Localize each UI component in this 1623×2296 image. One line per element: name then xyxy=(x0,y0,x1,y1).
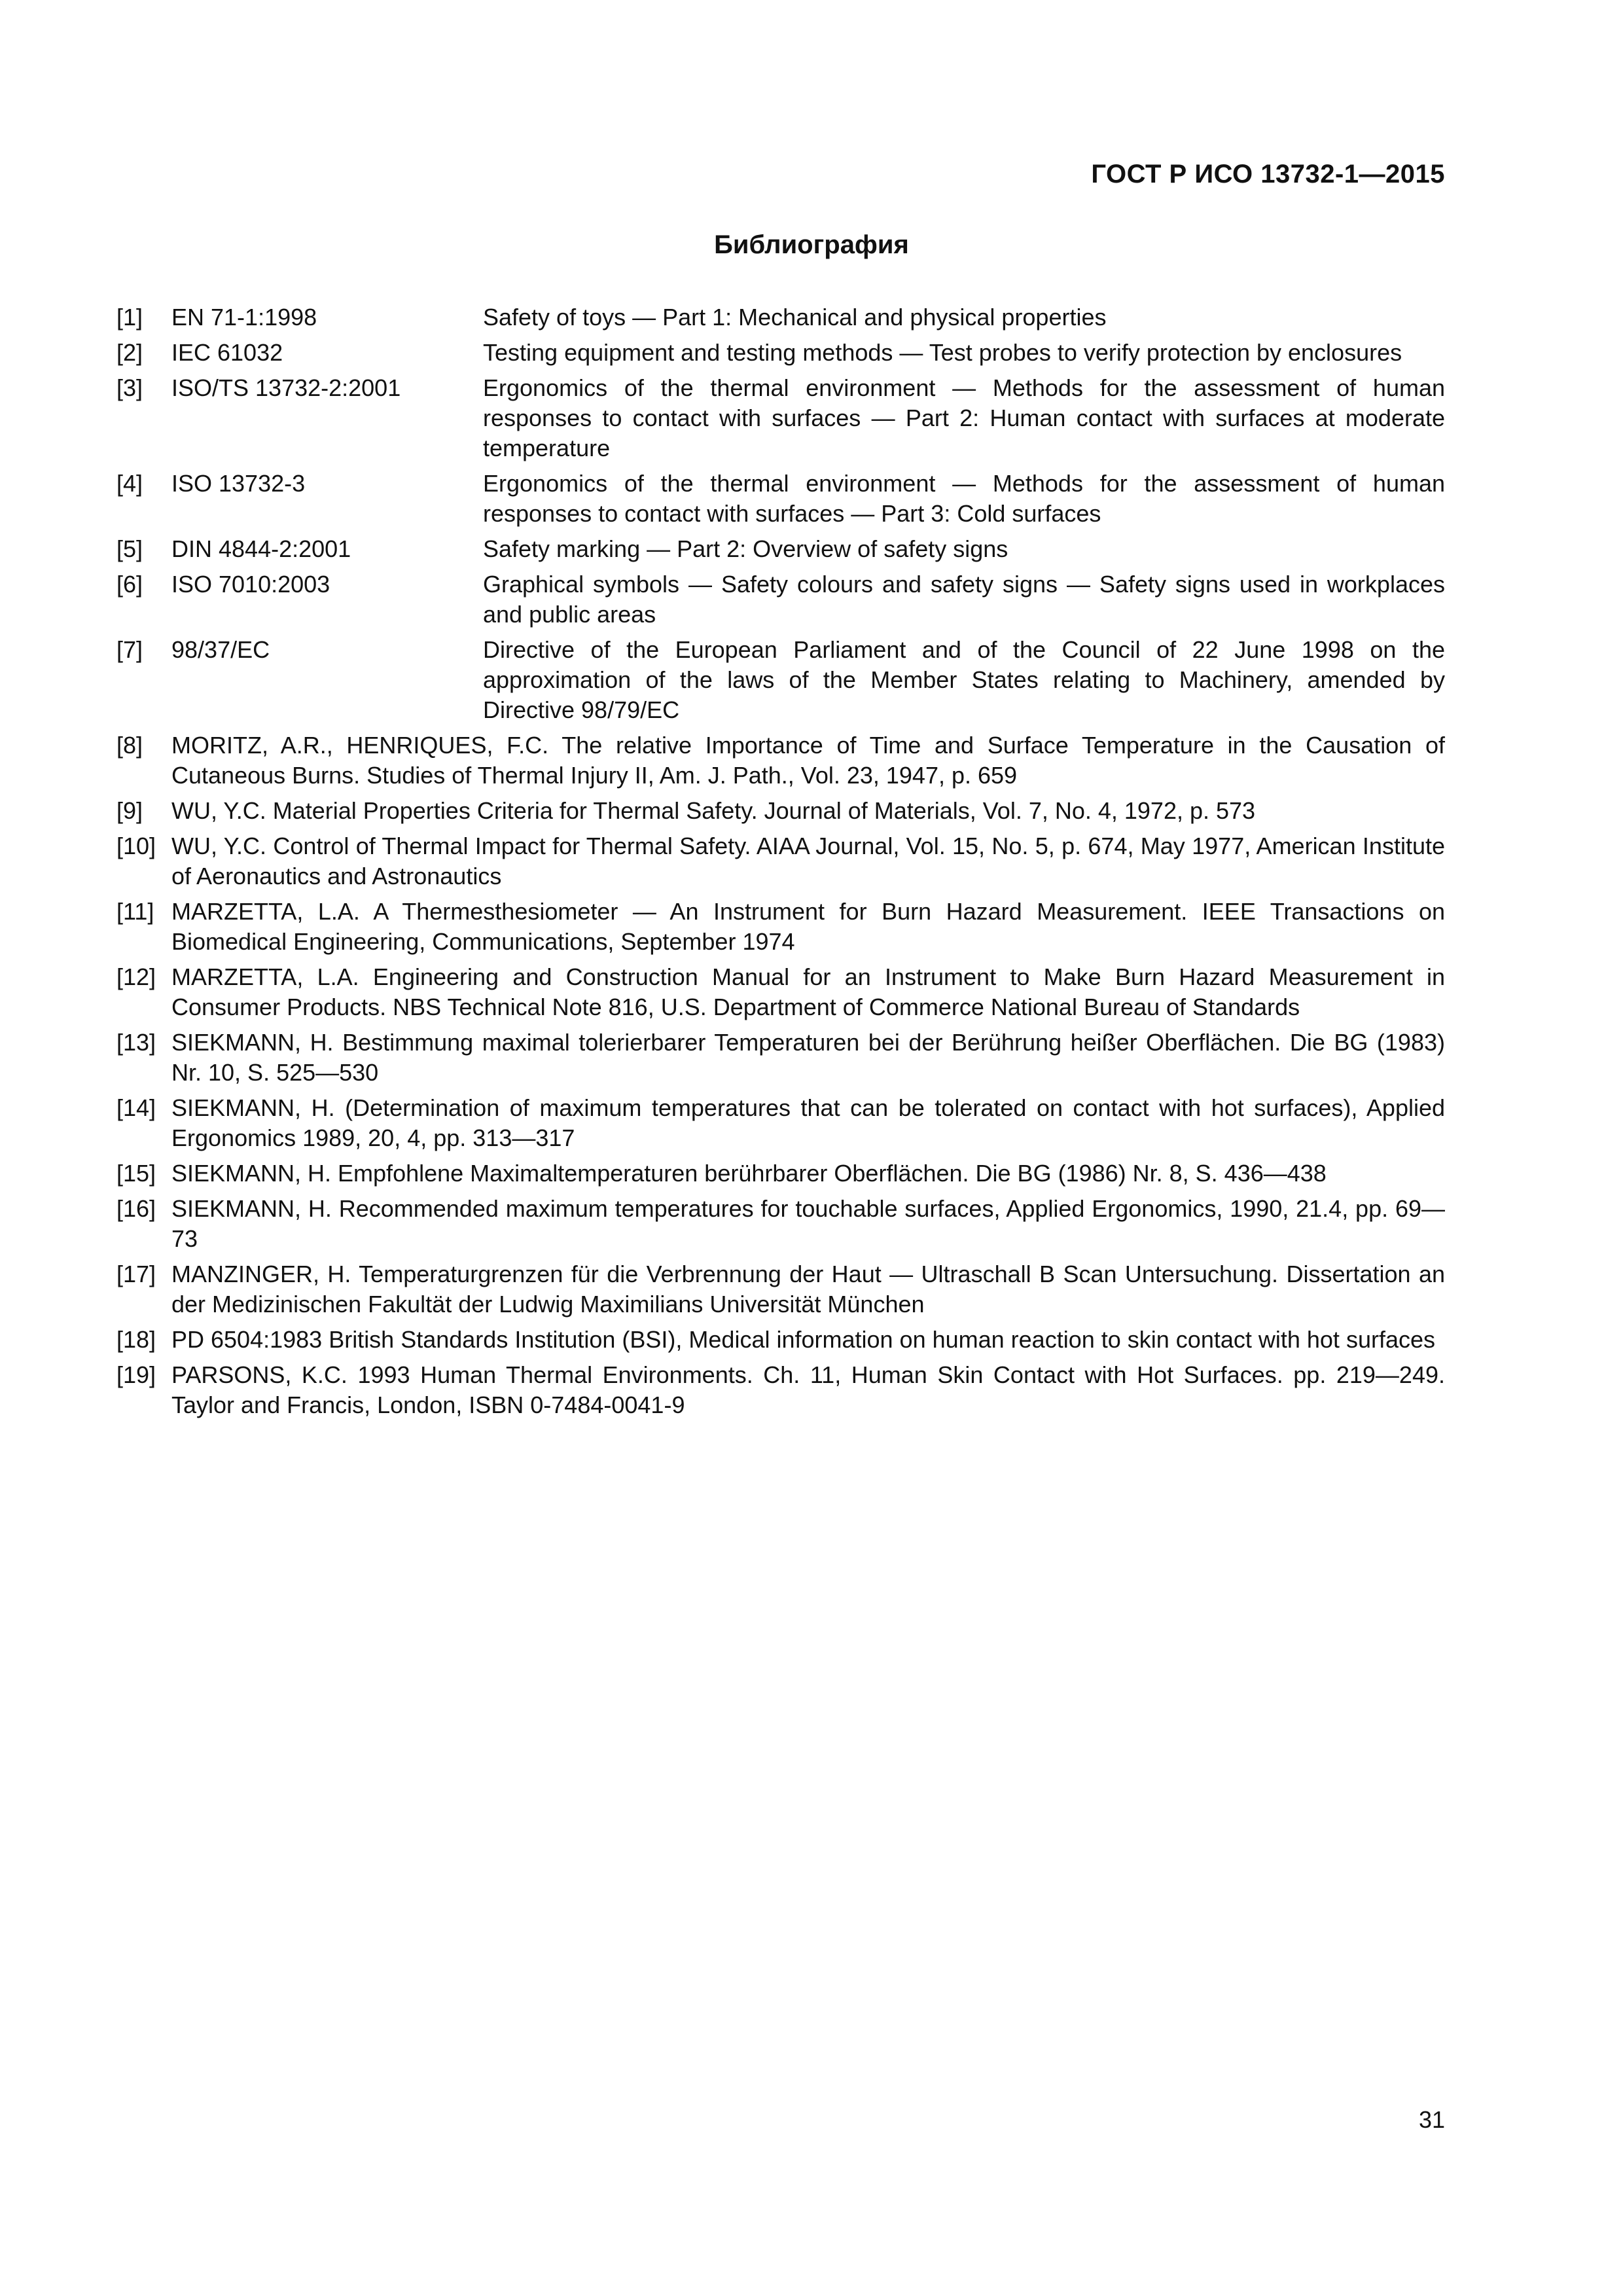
page-number: 31 xyxy=(1418,2106,1445,2133)
entry-number: [4] xyxy=(116,470,143,497)
entry-number: [14] xyxy=(116,1094,156,1121)
bibliography-entry xyxy=(116,1360,1445,1420)
reference-text: PARSONS, K.C. 1993 Human Thermal Environments. Ch. 11, Human Skin Contact with Hot Surfaces. pp. 219—249. Taylor and Francis, London, ISBN 0-7484-0041-9 xyxy=(171,1361,1445,1418)
standard-code: 98/37/EC xyxy=(171,636,270,663)
entry-number: [16] xyxy=(116,1195,156,1222)
bibliography-entry xyxy=(116,796,1445,826)
standard-title: Ergonomics of the thermal environment — Methods for the assessment of human responses to contact with surfaces — Part 2: Human contact with surfaces at moderate temperature xyxy=(483,374,1445,461)
bibliography-entry xyxy=(116,831,1445,891)
entry-number: [15] xyxy=(116,1160,156,1187)
bibliography-entry xyxy=(116,373,1445,463)
bibliography-entry xyxy=(116,897,1445,957)
bibliography-entry xyxy=(116,1028,1445,1088)
bibliography-entry xyxy=(116,1325,1445,1355)
bibliography-entry xyxy=(116,1259,1445,1319)
bibliography-entry xyxy=(116,569,1445,630)
entry-number: [1] xyxy=(116,304,143,331)
bibliography-entry xyxy=(116,1194,1445,1254)
standard-title: Ergonomics of the thermal environment — Methods for the assessment of human responses to contact with surfaces — Part 3: Cold surfaces xyxy=(483,470,1445,527)
entry-number: [17] xyxy=(116,1261,156,1287)
standard-code: ISO 13732-3 xyxy=(171,470,306,497)
reference-text: MORITZ, A.R., HENRIQUES, F.C. The relative Importance of Time and Surface Temperature in the Causation of Cutaneous Burns. Studies of Thermal Injury II, Am. J. Path., Vol. 23, 1947, p. 659 xyxy=(171,732,1445,789)
standard-title: Directive of the European Parliament and of the Council of 22 June 1998 on the approximation of the laws of the Member States relating to Machinery, amended by Directive 98/79/EC xyxy=(483,636,1445,723)
bibliography-entry xyxy=(116,534,1445,564)
reference-text: WU, Y.C. Material Properties Criteria for Thermal Safety. Journal of Materials, Vol. 7, No. 4, 1972, p. 573 xyxy=(171,797,1256,824)
entry-number: [12] xyxy=(116,963,156,990)
reference-text: MARZETTA, L.A. A Thermesthesiometer — An Instrument for Burn Hazard Measurement. IEEE Transactions on Biomedical Engineering, Communications, September 1974 xyxy=(171,898,1445,955)
document-designation: ГОСТ Р ИСО 13732-1—2015 xyxy=(1091,160,1445,188)
reference-text: PD 6504:1983 British Standards Institution (BSI), Medical information on human reaction to skin contact with hot surfaces xyxy=(171,1326,1435,1353)
entry-number: [19] xyxy=(116,1361,156,1388)
entry-number: [11] xyxy=(116,898,154,925)
entry-number: [9] xyxy=(116,797,143,824)
standard-code: ISO/TS 13732-2:2001 xyxy=(171,374,401,401)
bibliography-list xyxy=(116,302,1445,1426)
section-title: Библиография xyxy=(714,230,909,259)
bibliography-entry xyxy=(116,730,1445,791)
bibliography-entry xyxy=(116,635,1445,725)
bibliography-entry xyxy=(116,962,1445,1022)
standard-title: Testing equipment and testing methods — Test probes to verify protection by enclosures xyxy=(483,339,1402,366)
entry-number: [6] xyxy=(116,571,143,598)
reference-text: MANZINGER, H. Temperaturgrenzen für die Verbrennung der Haut — Ultraschall B Scan Untersuchung. Dissertation an der Medizinischen Fakultät der Ludwig Maximilians Universität München xyxy=(171,1261,1445,1318)
bibliography-entry xyxy=(116,1093,1445,1153)
entry-number: [2] xyxy=(116,339,143,366)
standard-title: Safety of toys — Part 1: Mechanical and physical properties xyxy=(483,304,1107,331)
entry-number: [13] xyxy=(116,1029,156,1056)
standard-code: EN 71-1:1998 xyxy=(171,304,317,331)
standard-code: DIN 4844-2:2001 xyxy=(171,535,351,562)
entry-number: [18] xyxy=(116,1326,156,1353)
bibliography-entry xyxy=(116,469,1445,529)
standard-title: Safety marking — Part 2: Overview of safety signs xyxy=(483,535,1008,562)
reference-text: MARZETTA, L.A. Engineering and Construction Manual for an Instrument to Make Burn Hazard Measurement in Consumer Products. NBS Technical Note 816, U.S. Department of Commerce National Bureau of Standards xyxy=(171,963,1445,1020)
reference-text: SIEKMANN, H. Bestimmung maximal tolerierbarer Temperaturen bei der Berührung heißer Oberflächen. Die BG (1983) Nr. 10, S. 525—530 xyxy=(171,1029,1445,1086)
entry-number: [10] xyxy=(116,833,156,859)
reference-text: SIEKMANN, H. Empfohlene Maximaltemperaturen berührbarer Oberflächen. Die BG (1986) Nr. 8, S. 436—438 xyxy=(171,1160,1327,1187)
entry-number: [3] xyxy=(116,374,143,401)
standard-title: Graphical symbols — Safety colours and safety signs — Safety signs used in workplaces and public areas xyxy=(483,571,1445,628)
reference-text: SIEKMANN, H. (Determination of maximum temperatures that can be tolerated on contact with hot surfaces), Applied Ergonomics 1989, 20, 4, pp. 313—317 xyxy=(171,1094,1445,1151)
bibliography-entry xyxy=(116,302,1445,332)
entry-number: [7] xyxy=(116,636,143,663)
standard-code: IEC 61032 xyxy=(171,339,283,366)
entry-number: [8] xyxy=(116,732,143,759)
entry-number: [5] xyxy=(116,535,143,562)
reference-text: WU, Y.C. Control of Thermal Impact for Thermal Safety. AIAA Journal, Vol. 15, No. 5, p. 674, May 1977, American Institute of Aeronautics and Astronautics xyxy=(171,833,1445,889)
standard-code: ISO 7010:2003 xyxy=(171,571,330,598)
bibliography-entry xyxy=(116,338,1445,368)
reference-text: SIEKMANN, H. Recommended maximum temperatures for touchable surfaces, Applied Ergonomics, 1990, 21.4, pp. 69—73 xyxy=(171,1195,1445,1252)
bibliography-entry xyxy=(116,1158,1445,1189)
